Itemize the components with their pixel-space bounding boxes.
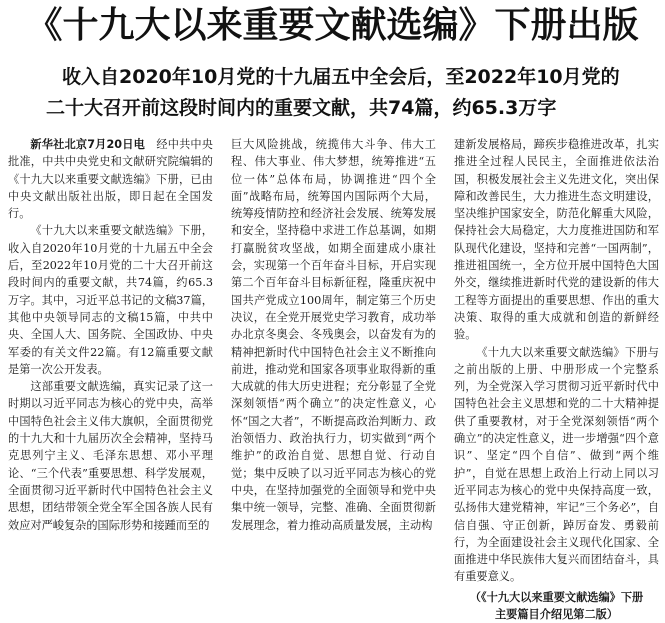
source-note-line-1: （《十九大以来重要文献选编》下册: [469, 590, 644, 604]
article-body: [8, 136, 662, 621]
dateline: 新华社北京7月20日电: [30, 138, 145, 151]
article-paragraph-3-part-1: 这部重要文献选编，真实记录了这一时期以习近平同志为核心的党中央，高举中国特色社会主义伟大旗帜，全面贯彻党的十九大和十九届历次全会精神，坚持马克思列宁主义、毛泽东思想、邓小平理论、“三个代表”重要思想、科学发展观，全面贯彻习近平新时代中国特色社会主义思想，团结带领全党全军全国各族人民有效应对严峻复杂的国际形势和接踵而至的: [8, 380, 213, 532]
article-paragraph-3-part-2: 巨大风险挑战，统揽伟大斗争、伟大工程、伟大事业、伟大梦想，统筹推进“五位一体”总体布局，协调推进“四个全面”战略布局，统筹国内国际两个大局，统筹疫情防控和经济社会发展、统筹发展和安全，坚持稳中求进工作总基调，如期打赢脱贫攻坚战，如期全面建成小康社会，实现第一个百年奋斗目标，开启实现第二个百年奋斗目标新征程，隆重庆祝中国共产党成立100周年，制定第三个历史决议，在全党开展党史学习教育，成功举办北京冬奥会、冬残奥会，以奋发有为的精神把新时代中国特色社会主义不断推向前进，推动党和国家各项事业取得新的重大成就的伟大历史进程；充分彰显了全党深刻领悟“两个确立”的决定性意义，心怀“国之大者”，不断提高政治判断力、政治领悟力、政治执行力，切实做到“两个维护”的政治自觉、思想自觉、行动自觉；集中反映了以习近平同志为核心的党中央，在坚持加强党的全面领导和党中央集中统一领导，完整、准确、全面贯彻新发展理念，着力推动高质量发展，主动构: [231, 138, 436, 532]
article-paragraph-1: [8, 136, 213, 222]
article-column-1: [8, 136, 213, 538]
source-note-line-2: 主要篇目介绍见第二版）: [494, 607, 619, 621]
subheadline-line-1: 收入自2020年10月党的十九届五中全会后，至2022年10月党的: [62, 66, 620, 88]
subheadline-line-2: 二十大召开前这段时间内的重要文献，共74篇，约65.3万字: [46, 97, 557, 119]
article-column-3: [454, 136, 659, 621]
source-note: [454, 589, 659, 623]
article-paragraph-2: 《十九大以来重要文献选编》下册，收入自2020年10月党的十九届五中全会后，至2022年10月党的二十大召开前这段时间内的重要文献，共74篇，约65.3万字。其中，习近平总书记的文稿37篇，其他中央领导同志的文稿15篇，中共中央、全国人大、国务院、全国政协、中央军委的有关文件22篇。有12篇重要文献是第一次公开发表。: [8, 224, 213, 376]
article-column-2: [231, 136, 436, 538]
article-paragraph-3-part-3: 建新发展格局，蹄疾步稳推进改革，扎实推进全过程人民民主，全面推进依法治国，积极发展社会主义先进文化，突出保障和改善民生，大力推进生态文明建设，坚决维护国家安全，防范化解重大风险，保持社会大局稳定，大力度推进国防和军队现代化建设，坚持和完善“一国两制”，推进祖国统一，全方位开展中国特色大国外交，继续推进新时代党的建设新的伟大工程等方面提出的重要思想、作出的重大决策、取得的重大成就和创造的新鲜经验。: [454, 138, 659, 342]
paragraph-1-text: 经中共中央批准，中共中央党史和文献研究院编辑的《十九大以来重要文献选编》下册，已由中央文献出版社出版，即日起在全国发行。: [8, 138, 213, 221]
article-paragraph-4: 《十九大以来重要文献选编》下册与之前出版的上册、中册形成一个完整系列，为全党深入学习贯彻习近平新时代中国特色社会主义思想和党的二十大精神提供了重要教材，对于全党深刻领悟“两个确立”的决定性意义，进一步增强“四个意识”、坚定“四个自信”、做到“两个维护”，自觉在思想上政治上行动上同以习近平同志为核心的党中央保持高度一致，弘扬伟大建党精神，牢记“三个务必”，自信自强、守正创新，踔厉奋发、勇毅前行，为全面建设社会主义现代化国家、全面推进中华民族伟大复兴而团结奋斗，具有重要意义。: [454, 345, 659, 584]
subheadline: [4, 62, 660, 124]
headline: 《十九大以来重要文献选编》下册出版: [26, 5, 639, 46]
